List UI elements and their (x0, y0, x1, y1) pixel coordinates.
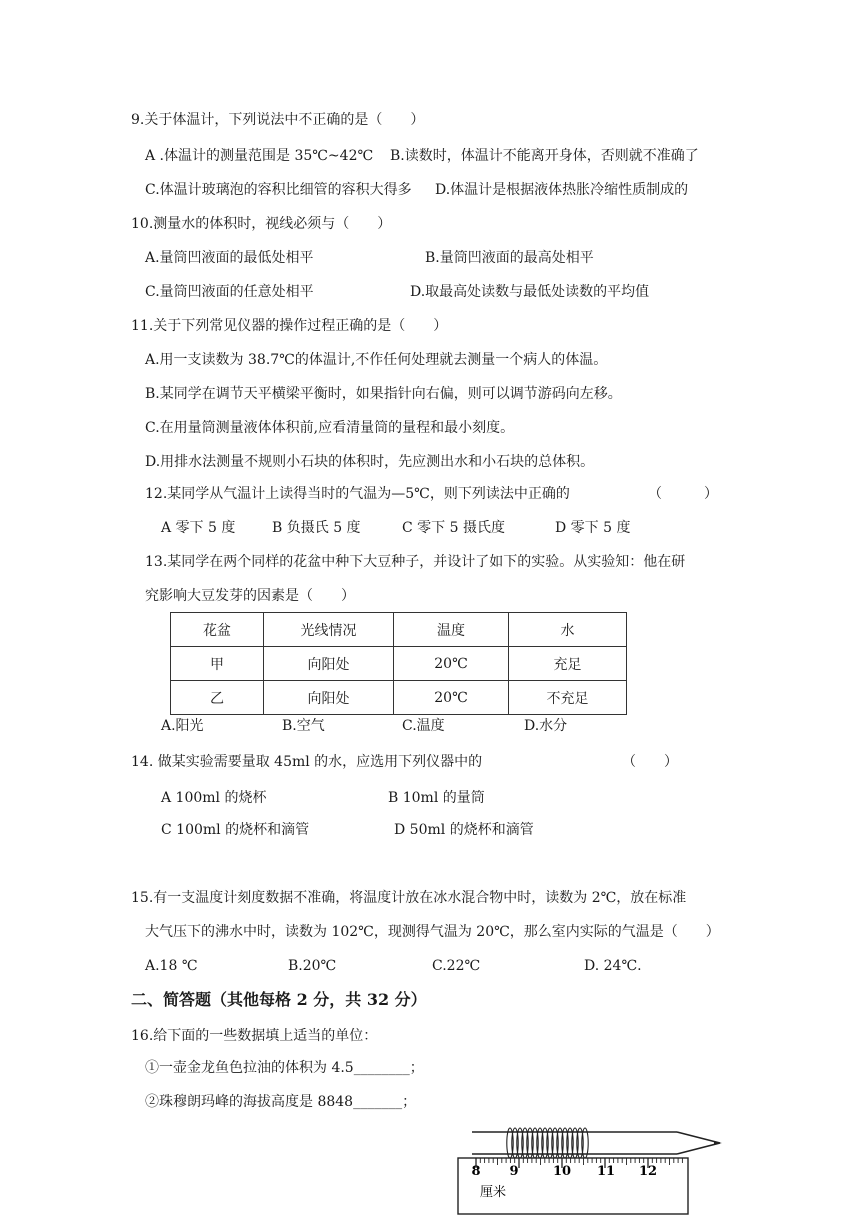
table-cell: 向阳处 (264, 647, 394, 681)
q13-stem-line2: 究影响大豆发芽的因素是（ ） (145, 588, 355, 604)
q9-stem: 9.关于体温计，下列说法中不正确的是（ ） (131, 112, 425, 128)
q14-option-d: D 50ml 的烧杯和滴管 (394, 822, 534, 838)
q14-option-c: C 100ml 的烧杯和滴管 (161, 822, 310, 838)
q15-option-a: A.18 ℃ (145, 958, 198, 974)
q15-stem-line1: 15.有一支温度计刻度数据不准确，将温度计放在冰水混合物中时，读数为 2℃，放在标准 (131, 890, 687, 906)
q10-option-b: B.量筒凹液面的最高处相平 (425, 250, 594, 266)
q13-option-c: C.温度 (402, 718, 445, 734)
q12-option-b: B 负摄氏 5 度 (272, 520, 361, 536)
q11-option-b: B.某同学在调节天平横梁平衡时，如果指针向右偏，则可以调节游码向左移。 (145, 386, 622, 402)
section-2-title: 二、简答题（其他每格 2 分，共 32 分） (131, 990, 427, 1009)
q14-option-b: B 10ml 的量筒 (388, 790, 485, 806)
q10-stem: 10.测量水的体积时，视线必须与（ ） (131, 216, 392, 232)
q12-option-a: A 零下 5 度 (161, 520, 236, 536)
table-cell: 充足 (509, 647, 627, 681)
q15-option-c: C.22℃ (432, 958, 481, 974)
q11-stem: 11.关于下列常见仪器的操作过程正确的是（ ） (131, 318, 448, 334)
ruler-label-10: 10 (552, 1164, 572, 1179)
table-cell: 不充足 (509, 681, 627, 715)
q15-stem-line2: 大气压下的沸水中时，读数为 102℃，现测得气温为 20℃，那么室内实际的气温是（ ） (145, 924, 720, 940)
q12-option-c: C 零下 5 摄氏度 (402, 520, 505, 536)
table-row (171, 681, 627, 715)
q11-option-c: C.在用量筒测量液体体积前,应看清量筒的量程和最小刻度。 (145, 420, 515, 436)
q10-option-d: D.取最高处读数与最低处读数的平均值 (410, 284, 650, 300)
table-header-cell: 光线情况 (264, 613, 394, 647)
q9-option-a: A .体温计的测量范围是 35℃~42℃ (145, 148, 374, 164)
q12-stem: 12.某同学从气温计上读得当时的气温为—5℃，则下列读法中正确的 (145, 486, 570, 502)
table-cell: 向阳处 (264, 681, 394, 715)
q13-option-d: D.水分 (524, 718, 568, 734)
ruler-label-12: 12 (638, 1164, 658, 1179)
q13-stem-line1: 13.某同学在两个同样的花盆中种下大豆种子，并设计了如下的实验。从实验知：他在研 (145, 554, 686, 570)
q14-answer-paren: （ ） (622, 754, 678, 770)
pencil-ruler-figure (452, 1114, 732, 1216)
q16-item-1: ①一壶金龙鱼色拉油的体积为 4.5________； (145, 1060, 424, 1076)
q11-option-a: A.用一支读数为 38.7℃的体温计,不作任何处理就去测量一个病人的体温。 (145, 352, 608, 368)
q13-option-a: A.阳光 (161, 718, 204, 734)
ruler-label-11: 11 (596, 1164, 616, 1179)
ruler-unit-label: 厘米 (480, 1185, 507, 1200)
table-row (171, 647, 627, 681)
q9-option-b: B.读数时，体温计不能离开身体，否则就不准确了 (390, 148, 699, 164)
table-header-cell: 花盆 (171, 613, 264, 647)
q16-stem: 16.给下面的一些数据填上适当的单位： (131, 1028, 378, 1044)
table-header-cell: 温度 (394, 613, 509, 647)
q14-stem: 14. 做某实验需要量取 45ml 的水，应选用下列仪器中的 (131, 754, 483, 770)
q16-item-2: ②珠穆朗玛峰的海拔高度是 8848_______； (145, 1094, 417, 1110)
table-header-row (171, 613, 627, 647)
q11-option-d: D.用排水法测量不规则小石块的体积时，先应测出水和小石块的总体积。 (145, 454, 595, 470)
experiment-table (170, 612, 627, 715)
q10-option-a: A.量筒凹液面的最低处相平 (145, 250, 314, 266)
q10-option-c: C.量筒凹液面的任意处相平 (145, 284, 314, 300)
pencil-tip (677, 1132, 720, 1154)
q9-option-c: C.体温计玻璃泡的容积比细管的容积大得多 (145, 182, 412, 198)
ruler-label-9: 9 (509, 1164, 519, 1179)
q9-option-d: D.体温计是根据液体热胀冷缩性质制成的 (435, 182, 689, 198)
q15-option-d: D. 24℃. (584, 958, 642, 974)
table-cell: 20℃ (394, 647, 509, 681)
ruler-label-8: 8 (471, 1164, 481, 1179)
q14-option-a: A 100ml 的烧杯 (161, 790, 267, 806)
q15-option-b: B.20℃ (288, 958, 337, 974)
q12-answer-paren: （ ） (648, 486, 718, 502)
q12-option-d: D 零下 5 度 (555, 520, 631, 536)
q13-option-b: B.空气 (282, 718, 325, 734)
table-cell: 乙 (171, 681, 264, 715)
table-cell: 20℃ (394, 681, 509, 715)
table-header-cell: 水 (509, 613, 627, 647)
table-cell: 甲 (171, 647, 264, 681)
